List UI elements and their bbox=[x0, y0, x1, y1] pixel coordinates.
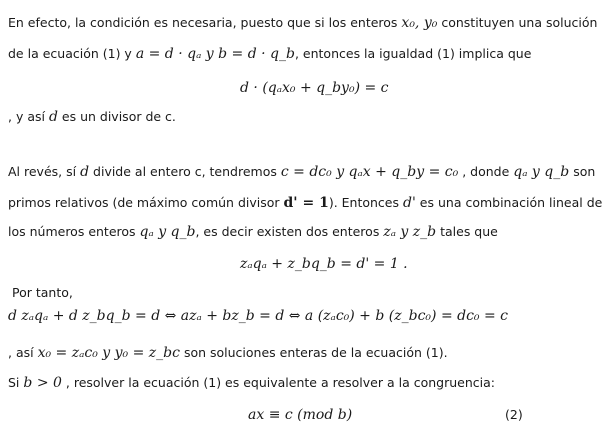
p1-equation bbox=[240, 78, 389, 98]
p1-line3-lead: , y así bbox=[8, 109, 45, 124]
p2-line1 bbox=[8, 163, 595, 181]
p3-solution-tail: son soluciones enteras de la ecuación (1). bbox=[183, 345, 448, 360]
equation-number-text: (2) bbox=[505, 407, 523, 422]
p2-line1-lead: Al revés, sí bbox=[8, 164, 77, 179]
p3-solution-line bbox=[8, 344, 448, 362]
p2-line1-mid: divide al entero c, tendremos bbox=[93, 164, 277, 179]
p1-line2 bbox=[8, 45, 531, 63]
p2-line2 bbox=[8, 194, 602, 212]
p2-line2-text: primos relativos (de máximo común divisor bbox=[8, 195, 280, 210]
p2-line3-text: los números enteros bbox=[8, 224, 136, 239]
p3-solution-math: x₀ = zₐc₀ y y₀ = z_bc bbox=[37, 345, 180, 361]
p3-si-tail: , resolver la ecuación (1) es equivalente a resolver a la congruencia: bbox=[65, 375, 495, 390]
p3-equation-math: d zₐqₐ + d z_bq_b = d ⇔ azₐ + bz_b = d ⇔ a (zₐc₀) + b (z_bc₀) = dc₀ = c bbox=[8, 308, 509, 324]
p3-por-tanto-text: Por tanto, bbox=[12, 285, 73, 300]
p1-line2-math: a = d · qₐ y b = d · q_b bbox=[135, 46, 295, 62]
p2-equation bbox=[240, 254, 408, 274]
p1-line1-text: En efecto, la condición es necesaria, puesto que si los enteros bbox=[8, 15, 398, 30]
p2-line1-tail: son bbox=[573, 164, 596, 179]
p1-line2-text: de la ecuación (1) y bbox=[8, 46, 132, 61]
p1-line1-tail: constituyen una solución bbox=[441, 15, 598, 30]
p3-congruence bbox=[248, 405, 352, 425]
p2-line2-math2: d' bbox=[403, 195, 416, 211]
p1-line3-math: d bbox=[48, 109, 58, 125]
p3-por-tanto bbox=[12, 284, 73, 302]
p3-equation bbox=[8, 307, 508, 325]
p2-line1-mid2: , donde bbox=[462, 164, 510, 179]
p2-line3-mid: , es decir existen dos enteros bbox=[195, 224, 380, 239]
p3-si-math: b > 0 bbox=[23, 375, 62, 391]
p1-line3-tail: es un divisor de c. bbox=[61, 109, 176, 124]
p1-line1-math: x₀, y₀ bbox=[401, 15, 438, 31]
p3-si-lead: Si bbox=[8, 375, 20, 390]
p1-line1 bbox=[8, 14, 597, 32]
p2-line1-math1: d bbox=[80, 164, 90, 180]
p1-equation-math: d · (qₐx₀ + q_by₀) = c bbox=[240, 80, 389, 96]
p3-si-line bbox=[8, 374, 495, 392]
p1-line2-tail: , entonces la igualdad (1) implica que bbox=[294, 46, 532, 61]
p2-line2-math: d' = 1 bbox=[283, 195, 329, 211]
p2-line1-math2: c = dc₀ y qₐx + q_by = c₀ bbox=[280, 164, 459, 180]
p2-line3-math: qₐ y q_b bbox=[139, 224, 196, 240]
p3-congruence-math: ax ≡ c (mod b) bbox=[248, 407, 353, 423]
p2-equation-math: zₐqₐ + z_bq_b = d' = 1 . bbox=[240, 256, 408, 272]
p2-line1-math3: qₐ y q_b bbox=[513, 164, 570, 180]
p2-line2-tail: es una combinación lineal de bbox=[419, 195, 602, 210]
p2-line3 bbox=[8, 223, 498, 241]
p3-solution-lead: , así bbox=[8, 345, 34, 360]
p2-line3-tail: tales que bbox=[440, 224, 498, 239]
p2-line3-math2: zₐ y z_b bbox=[383, 224, 437, 240]
equation-number bbox=[505, 405, 523, 425]
p1-line3 bbox=[8, 108, 176, 126]
p2-line2-mid: ). Entonces bbox=[328, 195, 400, 210]
